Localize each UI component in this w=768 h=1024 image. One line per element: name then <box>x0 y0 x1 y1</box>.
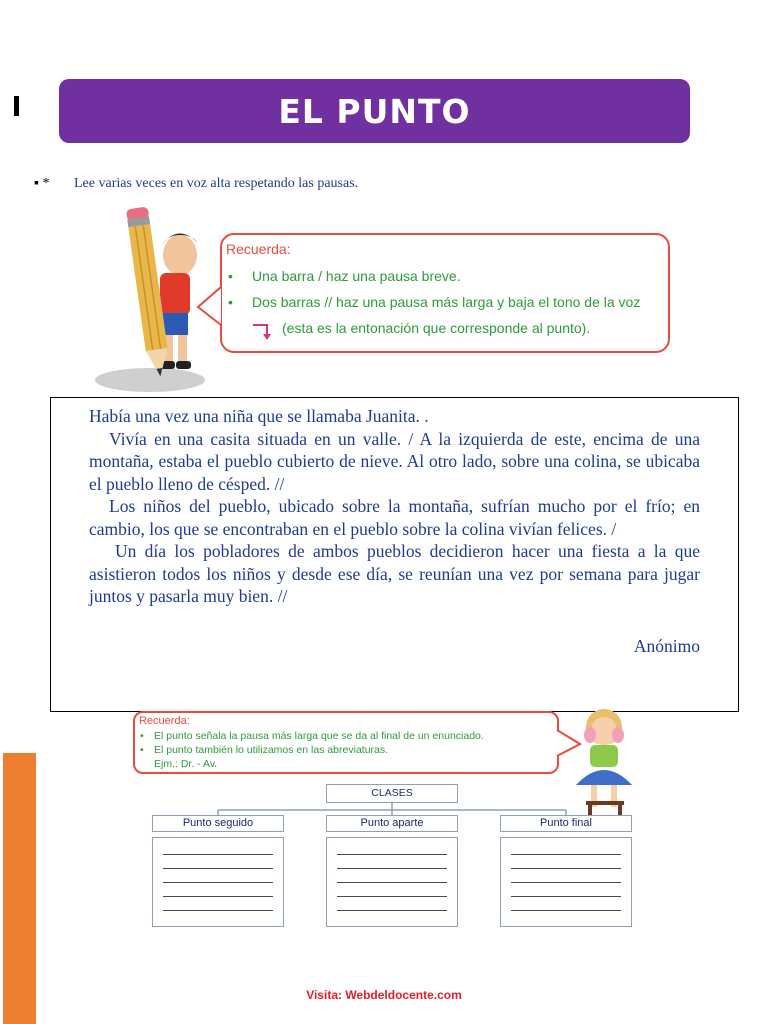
recuerda-item-text: Una barra / haz una pausa breve. <box>252 268 461 284</box>
footer-link[interactable]: Visita: Webdeldocente.com <box>306 988 462 1002</box>
answer-lines-box[interactable] <box>500 837 632 927</box>
recuerda-note-text: (esta es la entonación que corresponde al punto). <box>282 320 591 336</box>
recuerda-item-text: El punto también lo utilizamos en las abreviaturas. <box>154 744 389 756</box>
recuerda-note <box>282 320 590 336</box>
passage-paragraph: Vivía en una casita situada en un valle. / A la izquierda de este, encima de una montaña, estaba el pueblo cubierto de nieve. Al otro lado, sobre una colina, se ubicaba el pueblo lleno de césped. // <box>89 428 700 494</box>
section-marker <box>14 96 19 116</box>
passage-paragraph: Había una vez una niña que se llamaba Juanita. . <box>89 406 429 426</box>
passage-author: Anónimo <box>633 636 700 656</box>
instruction-text: Lee varias veces en voz alta respetando las pausas. <box>74 176 359 191</box>
diagram-column-header: Punto final <box>500 815 632 832</box>
passage-paragraph: Los niños del pueblo, ubicado sobre la montaña, sufrían mucho por el frío; en cambio, los que se encontraban en el pueblo sobre la colina vivían felices. / <box>89 496 700 539</box>
falling-intonation-arrow-icon <box>252 322 274 340</box>
recuerda-item-text: El punto señala la pausa más larga que se da al final de un enunciado. <box>154 730 484 742</box>
recuerda-title: Recuerda: <box>226 241 291 257</box>
passage-paragraph: Un día los pobladores de ambos pueblos decidieron hacer una fiesta a la que asistieron todos los niños y desde ese día, se reunían una vez por semana para jugar juntos y pasarla muy bien. // <box>89 541 700 606</box>
bullet-icon: • <box>228 294 233 310</box>
diagram-column-header: Punto seguido <box>152 815 284 832</box>
answer-lines-box[interactable] <box>152 837 284 927</box>
instruction <box>34 176 358 192</box>
bullet-icon: • <box>140 744 144 756</box>
side-color-bar <box>3 753 36 1024</box>
passage-text <box>89 405 700 608</box>
recuerda-box-2 <box>133 711 559 774</box>
bullet-icon: • <box>140 730 144 742</box>
recuerda-title: Recuerda: <box>139 715 190 727</box>
recuerda-item <box>228 294 640 310</box>
speech-bubble-tail <box>196 285 224 335</box>
title-banner <box>59 79 690 143</box>
instruction-bullet: ▪ * <box>34 176 50 191</box>
page-title: EL PUNTO <box>278 91 471 131</box>
diagram-column-header: Punto aparte <box>326 815 458 832</box>
diagram-root: CLASES <box>326 784 458 803</box>
answer-lines-box[interactable] <box>326 837 458 927</box>
recuerda-example: Ejm.: Dr. - Av. <box>154 758 218 770</box>
recuerda-item-text: Dos barras // haz una pausa más larga y baja el tono de la voz <box>252 294 641 310</box>
recuerda-item <box>140 744 388 756</box>
reading-passage <box>50 397 739 712</box>
recuerda-box-1 <box>220 233 670 353</box>
recuerda-item <box>140 730 484 742</box>
recuerda-item <box>228 268 461 284</box>
bullet-icon: • <box>228 268 233 284</box>
